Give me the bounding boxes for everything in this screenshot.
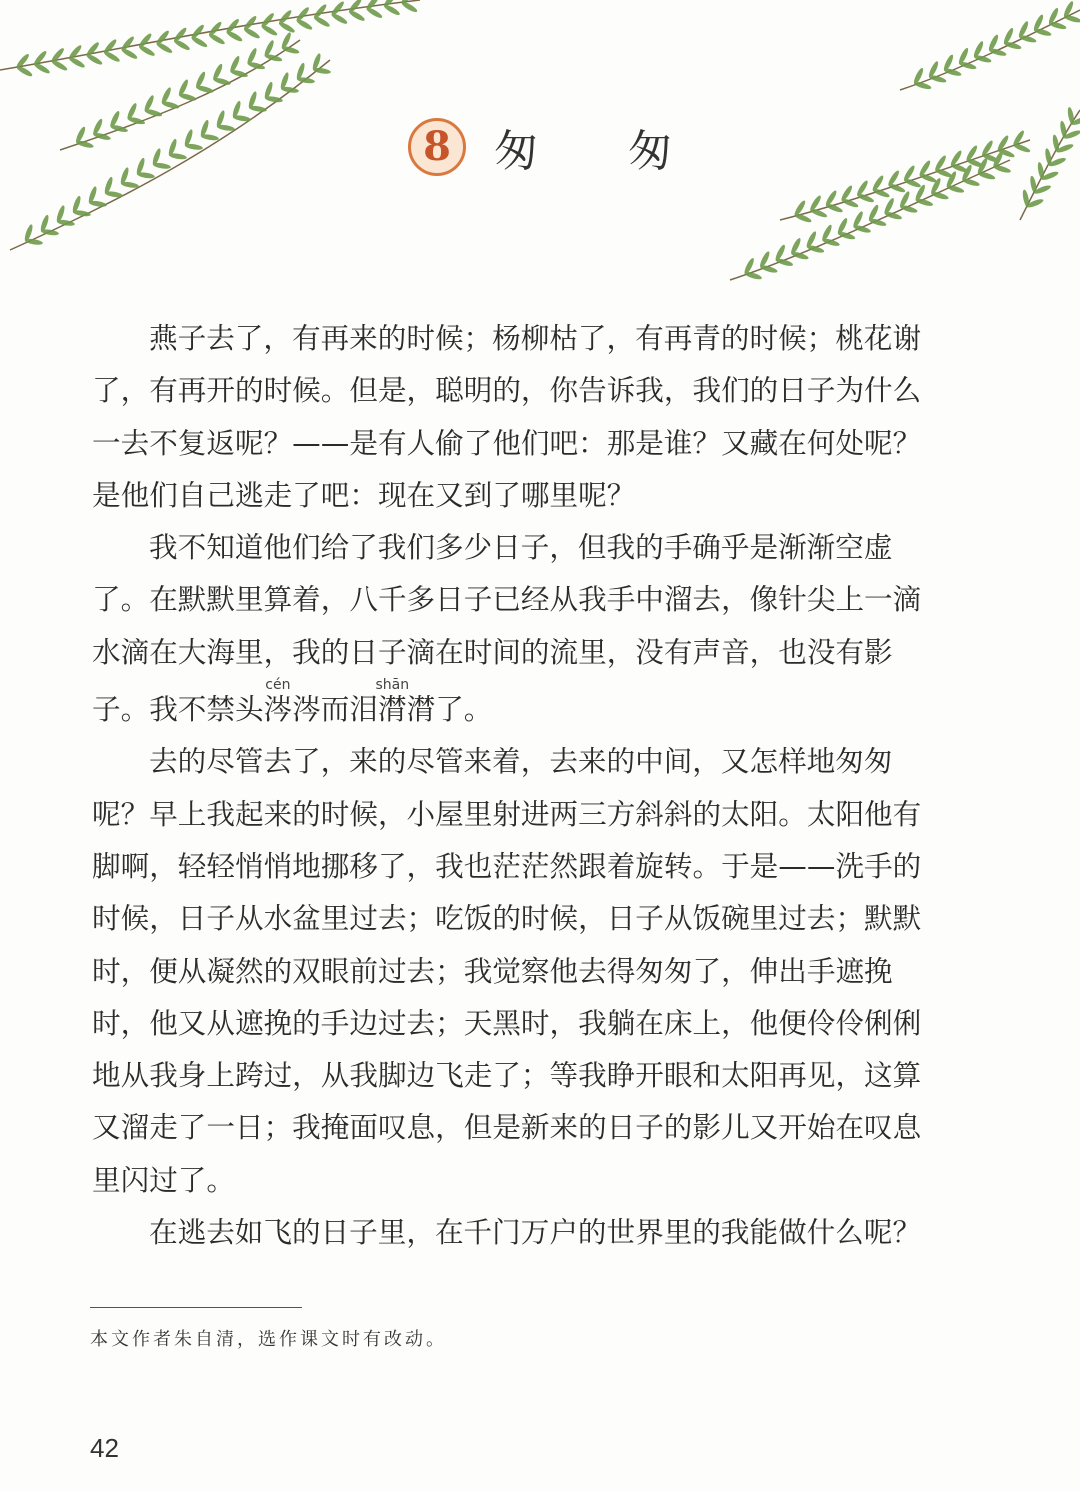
willow-leaf bbox=[199, 119, 210, 138]
willow-leaf bbox=[230, 69, 249, 79]
willow-leaf bbox=[856, 192, 875, 204]
willow-leaf bbox=[993, 164, 1012, 174]
willow-leaf bbox=[822, 237, 841, 247]
willow-leaf bbox=[883, 197, 896, 215]
willow-leaf bbox=[246, 47, 258, 65]
text-line: 燕子去了，有再来的时候；杨柳枯了，有再青的时候；桃花谢 bbox=[149, 321, 922, 355]
willow-leaf bbox=[50, 47, 66, 64]
willow-leaf bbox=[242, 15, 258, 32]
willow-leaf bbox=[794, 212, 813, 224]
willow-leaf bbox=[169, 152, 188, 160]
willow-leaf bbox=[365, 6, 383, 20]
willow-leaf bbox=[87, 186, 98, 205]
text-line: 脚啊，轻轻悄悄地挪移了，我也茫茫然跟着旋转。于是——洗手的 bbox=[92, 848, 922, 883]
willow-leaf bbox=[774, 244, 787, 262]
willow-leaf bbox=[121, 181, 140, 189]
willow-leaf bbox=[161, 100, 180, 110]
willow-leaf bbox=[172, 26, 188, 43]
lesson-title-text: 匆 匆 bbox=[494, 126, 710, 177]
willow-leaf bbox=[1056, 143, 1075, 154]
willow-leaf bbox=[74, 126, 86, 144]
willow-leaf bbox=[400, 0, 418, 14]
willow-leaf bbox=[914, 184, 927, 202]
willow-leaf bbox=[201, 133, 220, 141]
willow-leaf bbox=[126, 102, 138, 120]
pinyin-text: shān bbox=[375, 677, 410, 694]
willow-leaf bbox=[247, 91, 258, 110]
willow-leaf bbox=[1067, 107, 1076, 126]
lesson-number: 8 bbox=[423, 123, 451, 170]
willow-leaf bbox=[793, 199, 807, 217]
paragraph-2 bbox=[92, 521, 952, 735]
willow-leaf bbox=[837, 231, 856, 241]
willow-leaf bbox=[957, 47, 970, 65]
willow-leaf bbox=[260, 24, 278, 38]
willow-leaf bbox=[867, 204, 880, 222]
willow-leaf bbox=[1003, 41, 1022, 51]
willow-leaf bbox=[898, 190, 911, 208]
willow-leaf bbox=[966, 157, 985, 169]
willow-leaf bbox=[1018, 34, 1037, 44]
willow-leaf bbox=[217, 124, 236, 132]
text-line: 一去不复返呢？——是有人偷了他们吧：那是谁？又藏在何处呢？ bbox=[92, 425, 922, 460]
willow-leaf bbox=[295, 62, 306, 81]
willow-leaf bbox=[39, 214, 50, 233]
willow-leaf bbox=[824, 189, 838, 207]
willow-leaf bbox=[212, 63, 224, 81]
willow-leaf bbox=[119, 167, 130, 186]
willow-leaf bbox=[758, 250, 771, 268]
willow-leaf bbox=[912, 67, 925, 85]
willow-leaf bbox=[871, 174, 885, 192]
willow-leaf bbox=[903, 177, 922, 189]
willow-leaf bbox=[950, 162, 969, 174]
text-line: 时，便从凝然的双眼前过去；我觉察他去得匆匆了，伸出手遮挽 bbox=[92, 953, 893, 988]
willow-leaf bbox=[347, 0, 363, 14]
willow-leaf bbox=[85, 53, 103, 67]
willow-leaf bbox=[33, 61, 51, 75]
willow-leaf bbox=[135, 157, 146, 176]
willow-leaf bbox=[884, 211, 903, 221]
willow-leaf bbox=[1059, 120, 1068, 139]
text-line: 了，有再开的时候。但是，聪明的，你告诉我，我们的日子为什么 bbox=[92, 373, 922, 408]
willow-leaf bbox=[137, 171, 156, 179]
willow-leaf bbox=[809, 194, 823, 212]
text-line: 是他们自己逃走了吧：现在又到了哪里呢？ bbox=[92, 477, 636, 512]
text-line: 里闪过了。 bbox=[92, 1162, 235, 1197]
willow-leaf bbox=[127, 116, 146, 126]
willow-leaf bbox=[919, 172, 938, 184]
willow-leaf bbox=[1062, 0, 1075, 18]
willow-leaf bbox=[260, 12, 276, 29]
willow-leaf bbox=[102, 38, 118, 55]
text-line: 呢？早上我起来的时候，小屋里射进两三方斜斜的太阳。太阳他有 bbox=[92, 796, 922, 831]
willow-leaf bbox=[1052, 134, 1061, 153]
willow-leaf bbox=[825, 202, 844, 214]
willow-leaf bbox=[280, 31, 292, 49]
willow-leaf bbox=[110, 124, 129, 134]
text-line-with-pinyin bbox=[92, 678, 952, 735]
willow-leaf bbox=[93, 132, 112, 142]
willow-leaf bbox=[806, 244, 825, 254]
willow-leaf bbox=[934, 154, 948, 172]
willow-leaf bbox=[233, 114, 252, 122]
willow-leaf bbox=[1032, 14, 1045, 32]
willow-leaf bbox=[330, 12, 348, 26]
willow-leaf bbox=[918, 159, 932, 177]
willow-leaf bbox=[1044, 148, 1053, 167]
pinyin-annotation: 潸shān bbox=[375, 677, 410, 727]
willow-leaf bbox=[25, 238, 44, 246]
willow-leaf bbox=[313, 15, 331, 29]
willow-leaf bbox=[962, 177, 981, 187]
willow-leaf bbox=[151, 148, 162, 167]
willow-leaf bbox=[32, 50, 48, 67]
willow-leaf bbox=[977, 171, 996, 181]
willow-leaf bbox=[231, 100, 242, 119]
willow-leaf bbox=[987, 34, 1000, 52]
willow-leaf bbox=[23, 224, 34, 243]
willow-leaf bbox=[1033, 184, 1052, 195]
willow-leaf bbox=[836, 217, 849, 235]
willow-leaf bbox=[759, 264, 778, 274]
willow-leaf bbox=[103, 50, 121, 64]
willow-leaf bbox=[75, 139, 94, 149]
willow-leaf bbox=[225, 29, 243, 43]
willow-leaf bbox=[1037, 162, 1046, 181]
willow-leaf bbox=[297, 76, 316, 84]
willow-leaf bbox=[207, 20, 223, 37]
willow-leaf bbox=[295, 18, 313, 32]
willow-leaf bbox=[278, 21, 296, 35]
willow-leaf bbox=[1002, 27, 1015, 45]
willow-leaf bbox=[213, 77, 232, 87]
willow-leaf bbox=[943, 67, 962, 77]
willow-leaf bbox=[67, 44, 83, 61]
willow-leaf bbox=[109, 110, 121, 128]
willow-leaf bbox=[225, 17, 241, 34]
willow-leaf bbox=[190, 35, 208, 49]
willow-leaf bbox=[981, 152, 1000, 164]
willow-leaf bbox=[143, 94, 155, 112]
willow-leaf bbox=[1047, 7, 1060, 25]
text-line: 地从我身上跨过，从我脚边飞走了；等我睁开眼和太阳再见，这算 bbox=[92, 1058, 922, 1093]
text-segment: 潸了。 bbox=[406, 692, 493, 727]
willow-leaf bbox=[137, 32, 153, 49]
text-line: 了。在默默里算着，八千多日子已经从我手中溜去，像针尖上一滴 bbox=[92, 582, 922, 617]
willow-leaf bbox=[946, 184, 965, 194]
willow-leaf bbox=[744, 271, 763, 281]
willow-leaf bbox=[996, 134, 1010, 152]
pinyin-annotation: 涔cén bbox=[263, 677, 293, 727]
willow-leaf bbox=[992, 150, 1005, 168]
willow-leaf bbox=[942, 54, 955, 72]
willow-leaf bbox=[929, 177, 942, 195]
willow-leaf bbox=[183, 129, 194, 148]
willow-leaf bbox=[155, 41, 173, 55]
willow-leaf bbox=[887, 182, 906, 194]
willow-leaf bbox=[177, 79, 189, 97]
willow-leaf bbox=[208, 32, 226, 46]
willow-leaf bbox=[997, 147, 1016, 159]
willow-leaf bbox=[71, 195, 82, 214]
willow-leaf bbox=[249, 105, 268, 113]
text-line: 水滴在大海里，我的日子滴在时间的流里，没有声音，也没有影 bbox=[92, 634, 893, 669]
willow-leaf bbox=[263, 81, 274, 100]
text-line: 去的尽管去了，来的尽管来着，去来的中间，又怎样地匆匆 bbox=[149, 744, 893, 779]
willow-leaf bbox=[277, 9, 293, 26]
lesson-number-badge bbox=[408, 118, 466, 176]
willow-leaf bbox=[1041, 170, 1060, 181]
lesson-title bbox=[408, 112, 710, 182]
willow-leaf bbox=[809, 207, 828, 219]
willow-leaf bbox=[961, 164, 974, 182]
willow-leaf bbox=[1071, 115, 1080, 126]
willow-leaf bbox=[853, 224, 872, 234]
willow-leaf bbox=[976, 157, 989, 175]
text-segment: 涔而泪 bbox=[292, 692, 378, 727]
willow-leaf bbox=[330, 0, 346, 17]
willow-leaf bbox=[155, 29, 171, 46]
willow-leaf bbox=[279, 72, 290, 91]
willow-leaf bbox=[821, 224, 834, 242]
willow-leaf bbox=[1026, 198, 1045, 209]
willow-leaf bbox=[1012, 129, 1026, 147]
willow-leaf bbox=[185, 143, 204, 151]
willow-leaf bbox=[229, 55, 241, 73]
article-body bbox=[92, 312, 952, 1258]
willow-leaf bbox=[263, 39, 275, 57]
willow-leaf bbox=[945, 170, 958, 188]
willow-leaf bbox=[153, 162, 172, 170]
willow-leaf bbox=[1029, 175, 1038, 194]
willow-leaf bbox=[313, 67, 332, 75]
willow-leaf bbox=[400, 0, 416, 5]
willow-leaf bbox=[1017, 20, 1030, 38]
willow-leaf bbox=[840, 184, 854, 202]
text-line: 在逃去如飞的日子里，在千门万户的世界里的我能做什么呢？ bbox=[149, 1215, 922, 1250]
willow-leaf bbox=[958, 61, 977, 71]
willow-leaf bbox=[931, 191, 950, 201]
willow-leaf bbox=[50, 59, 68, 73]
willow-leaf bbox=[1048, 21, 1067, 31]
willow-leaf bbox=[902, 164, 916, 182]
willow-leaf bbox=[247, 61, 266, 71]
willow-leaf bbox=[791, 251, 810, 261]
willow-leaf bbox=[1063, 129, 1080, 140]
text-line: 又溜走了一日；我掩面叹息，但是新来的日子的影儿又开始在叹息 bbox=[92, 1110, 922, 1145]
willow-leaf bbox=[1063, 14, 1080, 24]
willow-leaf bbox=[775, 257, 794, 267]
willow-leaf bbox=[868, 217, 887, 227]
willow-leaf bbox=[73, 209, 92, 217]
willow-leaf bbox=[972, 40, 985, 58]
willow-leaf bbox=[41, 228, 60, 236]
willow-leaf bbox=[167, 138, 178, 157]
willow-leaf bbox=[144, 108, 163, 118]
willow-leaf bbox=[55, 205, 66, 224]
willow-leaf bbox=[927, 60, 940, 78]
willow-leaf bbox=[1012, 142, 1031, 154]
willow-leaf bbox=[915, 197, 934, 207]
willow-leaf bbox=[855, 179, 869, 197]
willow-leaf bbox=[743, 257, 756, 275]
text-line: 我不知道他们给了我们多少日子，但我的手确乎是渐渐空虚 bbox=[149, 530, 893, 565]
text-segment: 子。我不禁头 bbox=[92, 692, 264, 727]
willow-leaf bbox=[195, 84, 214, 94]
text-line: 时，他又从遮挽的手边过去；天黑时，我躺在床上，他便伶伶俐俐 bbox=[92, 1005, 922, 1040]
willow-leaf bbox=[383, 3, 401, 17]
paragraph-1 bbox=[92, 312, 952, 521]
willow-leaf bbox=[1022, 189, 1031, 208]
willow-leaf bbox=[988, 47, 1007, 57]
willow-leaf bbox=[215, 110, 226, 129]
willow-leaf bbox=[841, 197, 860, 209]
text-line: 时候，日子从水盆里过去；吃饭的时候，日子从饭碗里过去；默默 bbox=[92, 901, 922, 936]
willow-leaf bbox=[973, 54, 992, 64]
willow-leaf bbox=[805, 230, 818, 248]
willow-leaf bbox=[160, 86, 172, 104]
willow-leaf bbox=[281, 45, 300, 55]
willow-leaf bbox=[312, 3, 328, 20]
willow-leaf bbox=[852, 210, 865, 228]
willow-leaf bbox=[194, 71, 206, 89]
willow-leaf bbox=[934, 167, 953, 179]
willow-leaf bbox=[1048, 156, 1067, 167]
footnote-divider bbox=[90, 1307, 302, 1308]
pinyin-text: cén bbox=[263, 677, 293, 694]
willow-leaf bbox=[68, 56, 86, 70]
willow-leaf bbox=[1033, 27, 1052, 37]
willow-leaf bbox=[789, 237, 802, 255]
willow-leaf bbox=[85, 41, 101, 58]
willow-leaf bbox=[138, 44, 156, 58]
willow-leaf bbox=[243, 26, 261, 40]
willow-leaf bbox=[949, 149, 963, 167]
willow-leaf bbox=[178, 92, 197, 102]
paragraph-4 bbox=[92, 1206, 952, 1258]
footnote: 本文作者朱自清，选作课文时有改动。 bbox=[90, 1329, 447, 1350]
willow-leaf bbox=[105, 190, 124, 198]
willow-leaf bbox=[190, 23, 206, 40]
willow-leaf bbox=[965, 144, 979, 162]
willow-leaf bbox=[57, 219, 76, 227]
willow-leaf bbox=[15, 64, 33, 78]
willow-leaf bbox=[281, 86, 300, 94]
willow-leaf bbox=[365, 0, 381, 11]
willow-leaf bbox=[173, 38, 191, 52]
willow-leaf bbox=[120, 35, 136, 52]
page-number: 42 bbox=[90, 1433, 119, 1463]
willow-leaf bbox=[89, 200, 108, 208]
willow-leaf bbox=[887, 169, 901, 187]
paragraph-3 bbox=[92, 735, 952, 1206]
willow-leaf bbox=[120, 47, 138, 61]
willow-leaf bbox=[899, 204, 918, 214]
willow-leaf bbox=[265, 95, 284, 103]
willow-leaf bbox=[311, 53, 322, 72]
willow-leaf bbox=[264, 53, 283, 63]
willow-leaf bbox=[103, 176, 114, 195]
willow-leaf bbox=[15, 52, 31, 69]
willow-leaf bbox=[348, 9, 366, 23]
willow-leaf bbox=[980, 139, 994, 157]
willow-leaf bbox=[382, 0, 398, 8]
willow-leaf bbox=[92, 118, 104, 136]
willow-leaf bbox=[872, 187, 891, 199]
willow-leaf bbox=[295, 6, 311, 23]
willow-leaf bbox=[928, 74, 947, 84]
willow-leaf bbox=[913, 81, 932, 91]
